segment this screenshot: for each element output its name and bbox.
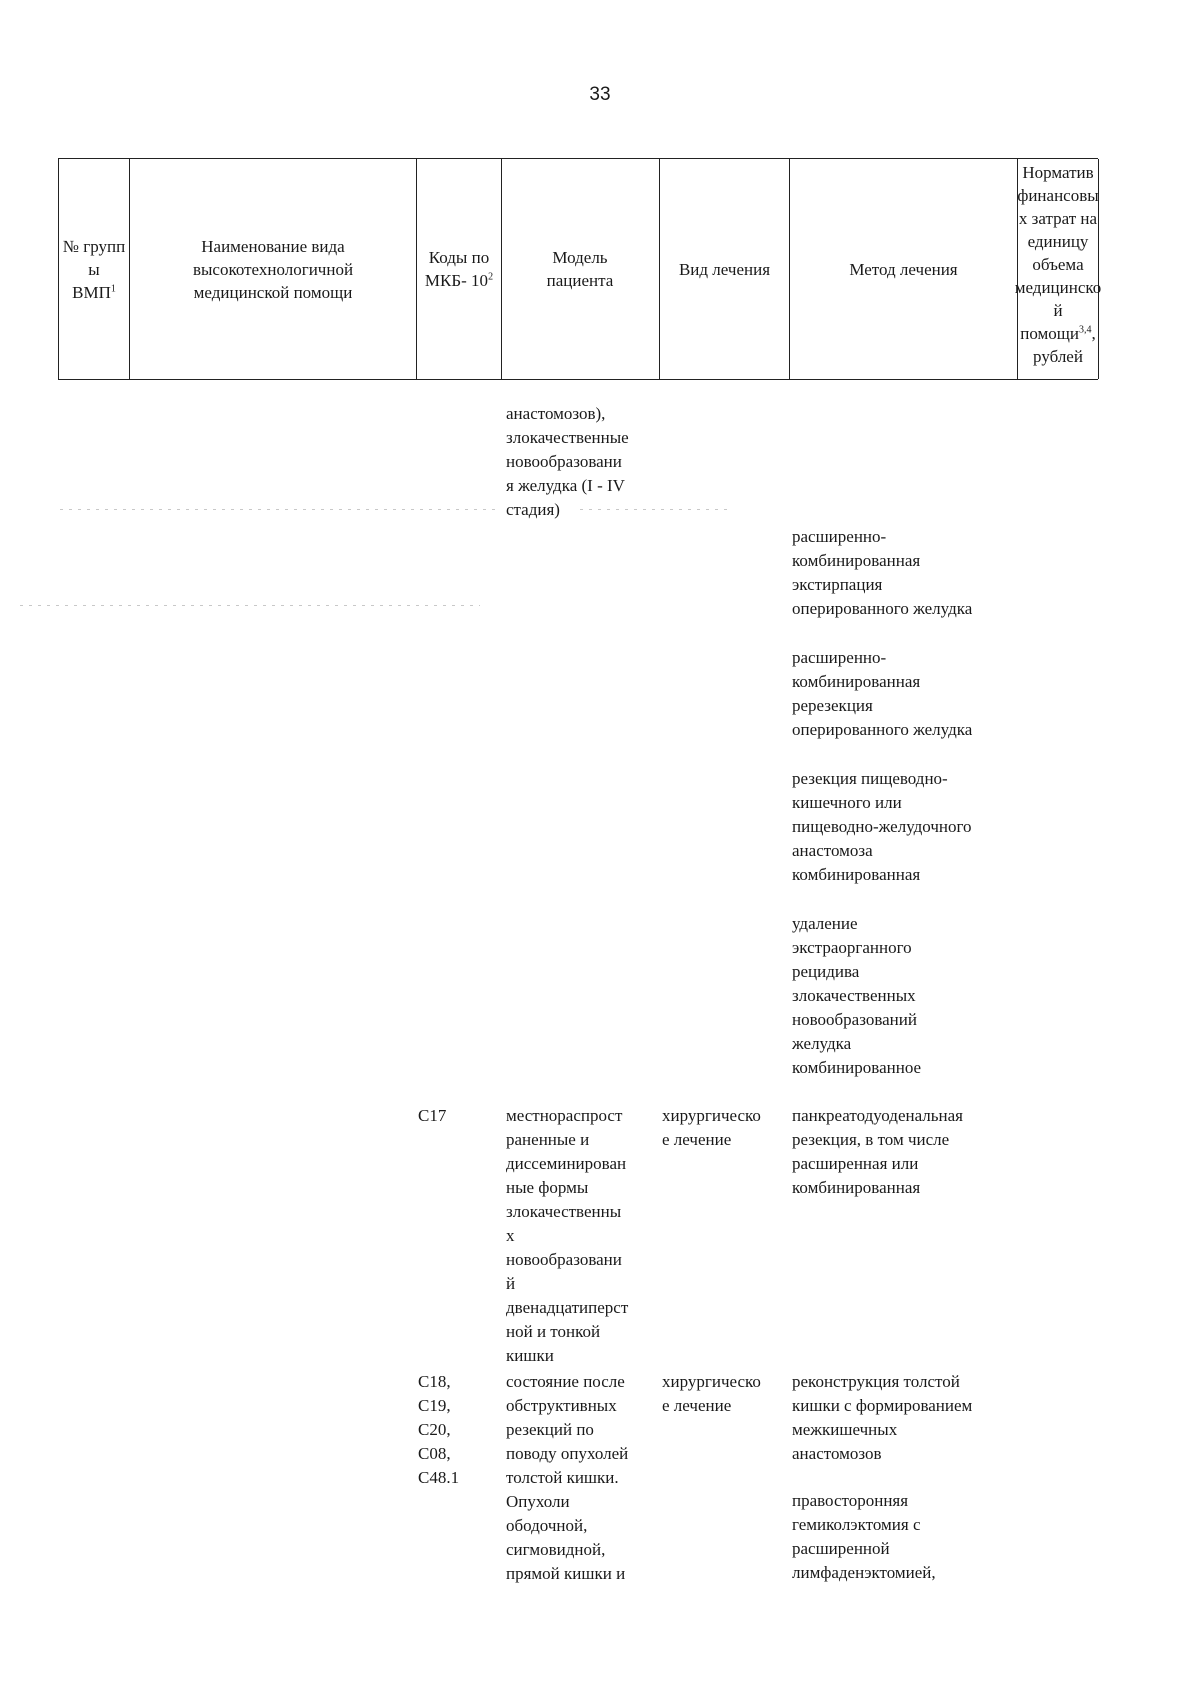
scan-noise — [20, 605, 480, 606]
header-patient-model-text: Модель пациента — [546, 248, 614, 290]
method-relapse-removal: удаление экстраорганного рецидива злокачественных новообразований желудка комбинированное — [792, 914, 922, 1077]
footnote-2: 2 — [488, 271, 494, 283]
row-c17-treatment: хирургическо е лечение — [662, 1106, 761, 1149]
column-divider — [416, 159, 417, 379]
header-treatment-type — [661, 159, 788, 379]
row-c18-model: состояние после обструктивных резекций по поводу опухолей толстой кишки. Опухоли ободочной, сигмовидной, прямой кишки и — [506, 1372, 629, 1583]
header-icd-codes-text: Коды по МКБ- 10 — [424, 248, 490, 290]
method-reresection: расширенно- комбинированная ререзекция оперированного желудка — [792, 648, 973, 739]
scan-noise — [580, 509, 730, 510]
header-treatment-method-text: Метод лечения — [849, 259, 958, 279]
column-divider — [501, 159, 502, 379]
header-patient-model — [520, 159, 640, 379]
page-number: 33 — [589, 84, 611, 105]
header-treatment-type-text: Вид лечения — [678, 259, 771, 279]
header-care-type — [148, 159, 398, 379]
header-care-type-text: Наименование вида высокотехнологичной медицинской помощи — [192, 236, 354, 302]
method-anastomosis-resection: резекция пищеводно- кишечного или пищеводно-желудочного анастомоза комбинированная — [792, 769, 972, 884]
row-c18-method-reconstruction: реконструкция толстой кишки с формированием межкишечных анастомозов — [792, 1372, 973, 1463]
row-c18-method-hemicolectomy: правосторонняя гемиколэктомия с расширенной лимфаденэктомией, — [792, 1491, 936, 1582]
header-cost-norm-unit: , рублей — [1033, 324, 1096, 366]
column-divider — [129, 159, 130, 379]
row-c17-codes: C17 — [418, 1106, 447, 1125]
header-icd-codes — [418, 159, 500, 379]
header-cost-norm — [1014, 159, 1102, 379]
row-c18-codes: C18, C19, C20, C08, C48.1 — [418, 1372, 460, 1487]
header-treatment-method — [791, 159, 1016, 379]
footnote-3-4: 3,4 — [1078, 324, 1092, 336]
method-extirpation: расширенно- комбинированная экстирпация оперированного желудка — [792, 527, 973, 618]
column-divider — [789, 159, 790, 379]
row-c17-method: панкреатодуоденальная резекция, в том числе расширенная или комбинированная — [792, 1106, 963, 1197]
row-c17-model: местнораспрост раненные и диссеминирован ные формы злокачественны х новообразовани й двенадцатиперст ной и тонкой кишки — [506, 1106, 629, 1365]
column-divider — [659, 159, 660, 379]
header-group-number-text: № групп ы — [62, 236, 126, 279]
model-continuation: анастомозов), злокачественные новообразовани я желудка (I - IV стадия) — [506, 404, 629, 519]
footnote-1: 1 — [110, 282, 116, 294]
header-group-number — [60, 159, 128, 379]
column-divider — [58, 159, 59, 379]
header-cost-norm-text: Норматив финансовы х затрат на единицу объема медицинско й помощи — [1014, 163, 1102, 343]
header-group-abbr: ВМП — [72, 282, 111, 302]
table-header — [58, 158, 1102, 380]
row-c18-treatment: хирургическо е лечение — [662, 1372, 761, 1415]
scan-noise — [60, 509, 500, 510]
